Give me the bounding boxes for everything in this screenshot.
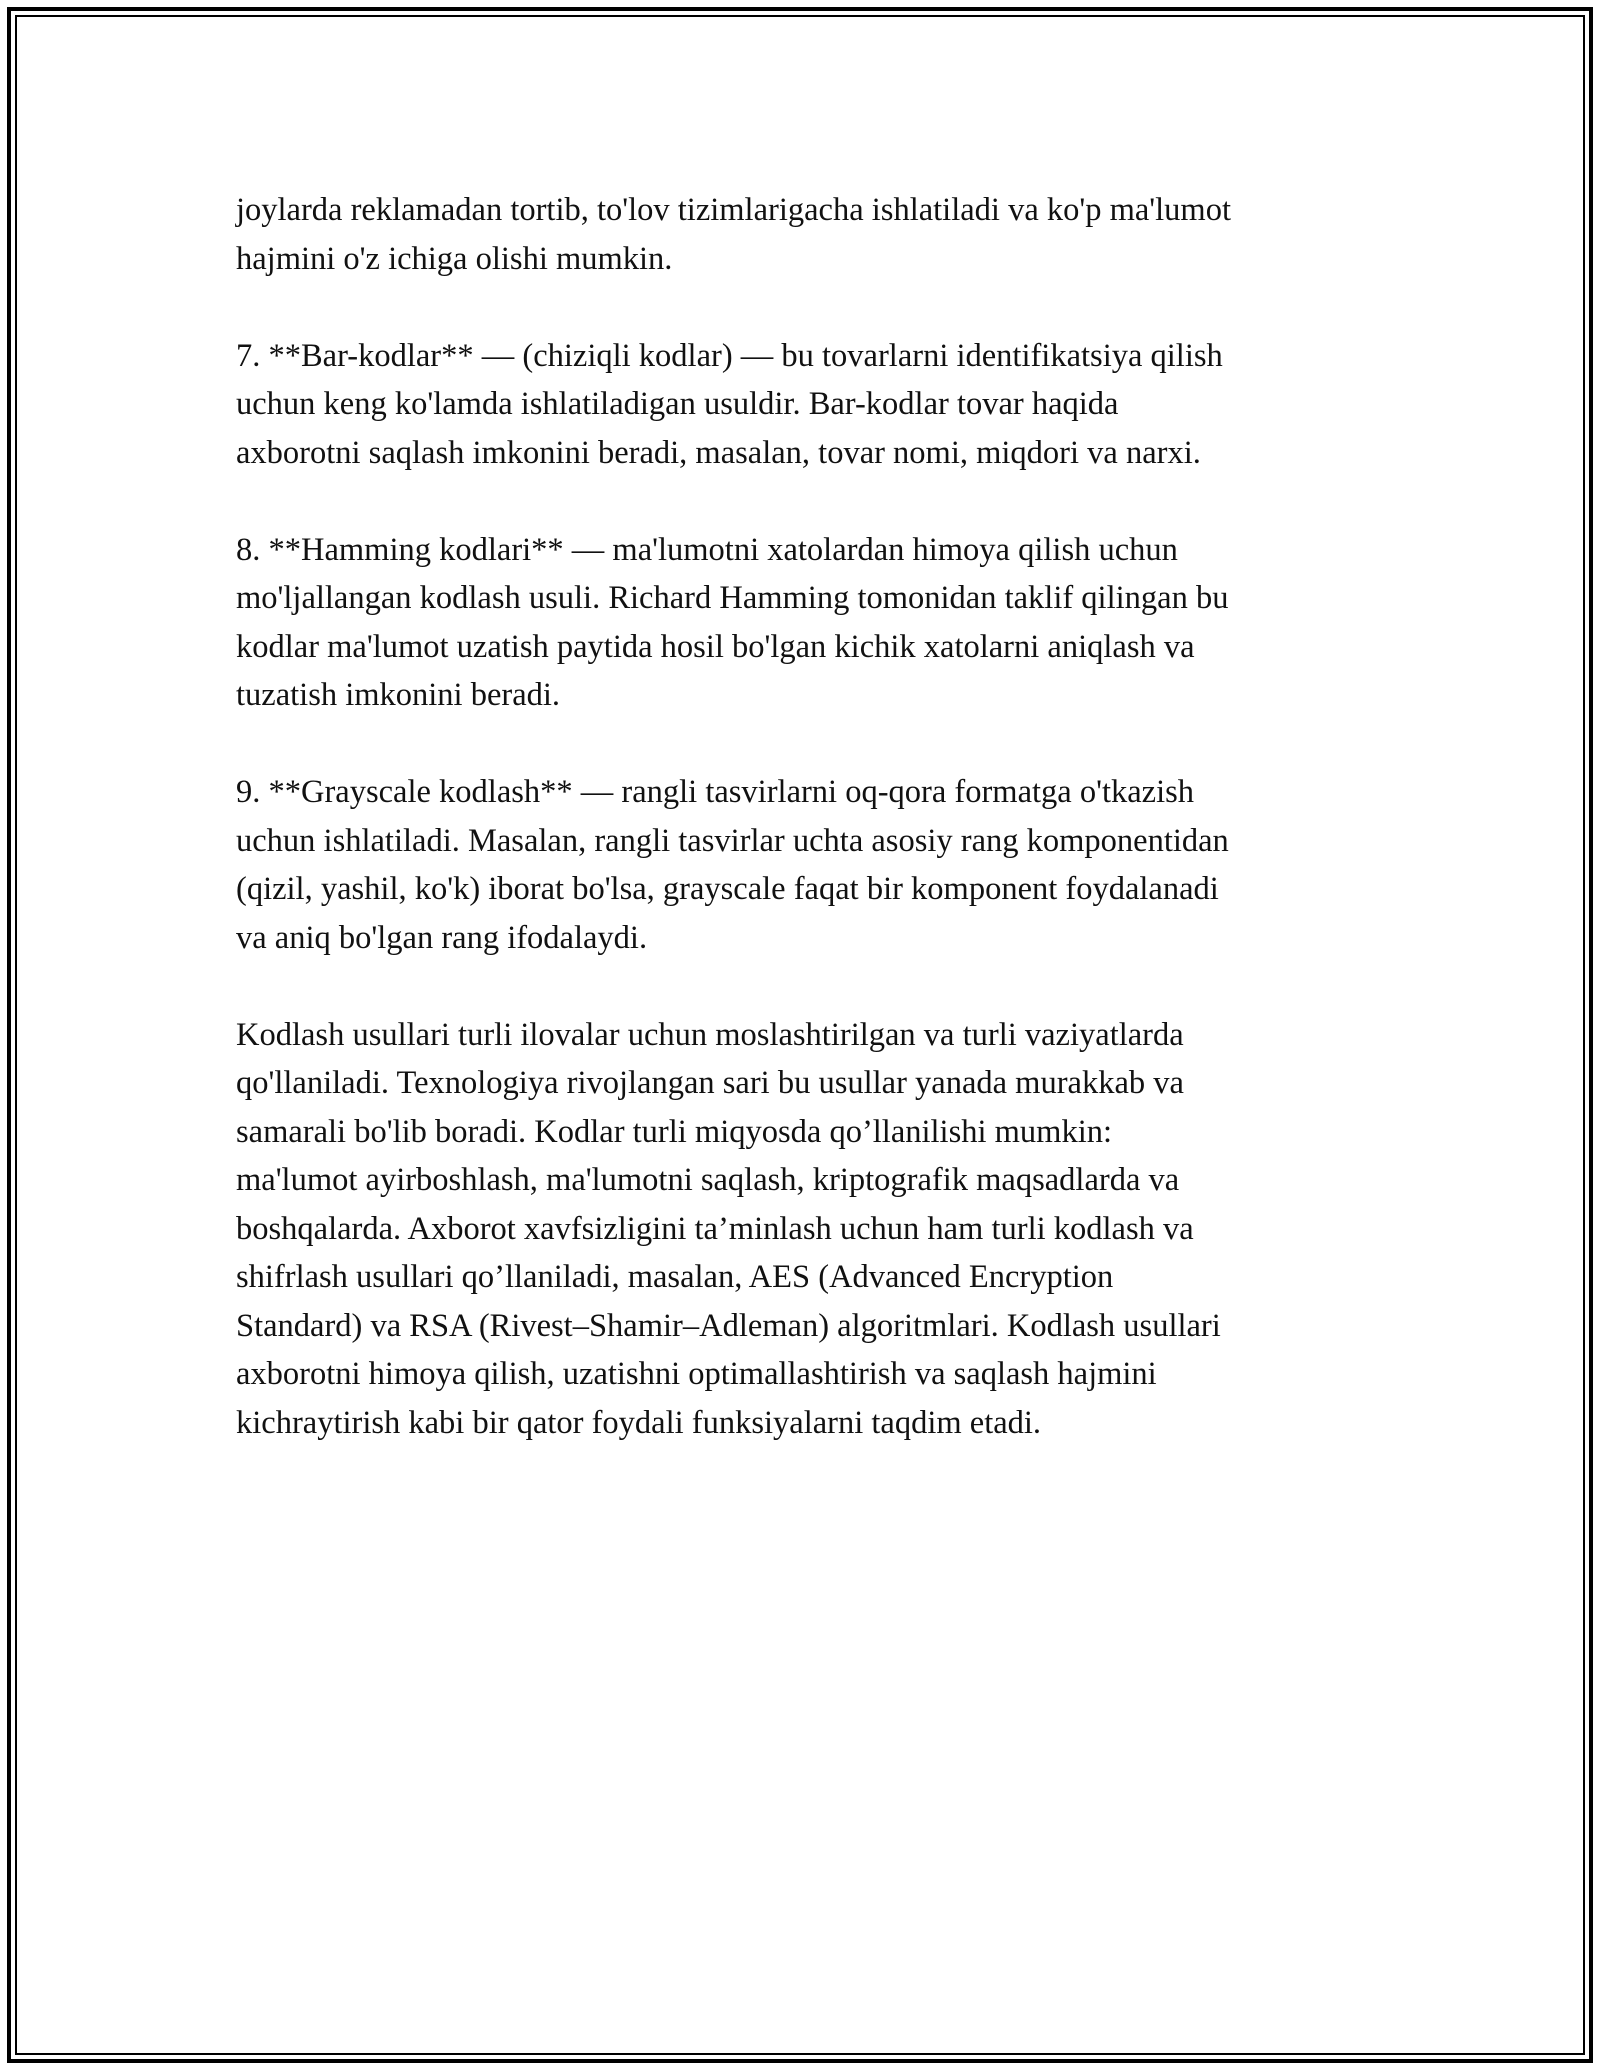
document-body xyxy=(236,186,1376,1496)
paragraph-continuation: joylarda reklamadan tortib, to'lov tizimlarigacha ishlatiladi va ko'p ma'lumot hajmini o'z ichiga olishi mumkin. xyxy=(236,192,1231,277)
paragraph-bar-codes: 7. **Bar-kodlar** — (chiziqli kodlar) — bu tovarlarni identifikatsiya qilish uchun keng ko'lamda ishlatiladigan usuldir. Bar-kodlar tovar haqida axborotni saqlash imkonini beradi, masalan, tovar nomi, miqdori va narxi. xyxy=(236,337,1223,471)
paragraph-grayscale-coding: 9. **Grayscale kodlash** — rangli tasvirlarni oq-qora formatga o'tkazish uchun ishlatiladi. Masalan, rangli tasvirlar uchta asosiy rang komponentidan (qizil, yashil, ko'k) iborat bo'lsa, grayscale faqat bir komponent foydalanadi va aniq bo'lgan rang ifodalaydi. xyxy=(236,774,1229,956)
paragraph-hamming-codes: 8. **Hamming kodlari** — ma'lumotni xatolardan himoya qilish uchun mo'ljallangan kodlash usuli. Richard Hamming tomonidan taklif qilingan bu kodlar ma'lumot uzatish paytida hosil bo'lgan kichik xatolarni aniqlash va tuzatish imkonini beradi. xyxy=(236,531,1229,713)
paragraph-conclusion: Kodlash usullari turli ilovalar uchun moslashtirilgan va turli vaziyatlarda qo'llaniladi. Texnologiya rivojlangan sari bu usullar yanada murakkab va samarali bo'lib boradi. Kodlar turli miqyosda qo’llanilishi mumkin: ma'lumot ayirboshlash, ma'lumotni saqlash, kriptografik maqsadlarda va boshqalarda. Axborot xavfsizligini ta’minlash uchun ham turli kodlash va shifrlash usullari qo’llaniladi, masalan, AES (Advanced Encryption Standard) va RSA (Rivest–Shamir–Adleman) algoritmlari. Kodlash usullari axborotni himoya qilish, uzatishni optimallashtirish va saqlash hajmini kichraytirish kabi bir qator foydali funksiyalarni taqdim etadi. xyxy=(236,1016,1221,1441)
